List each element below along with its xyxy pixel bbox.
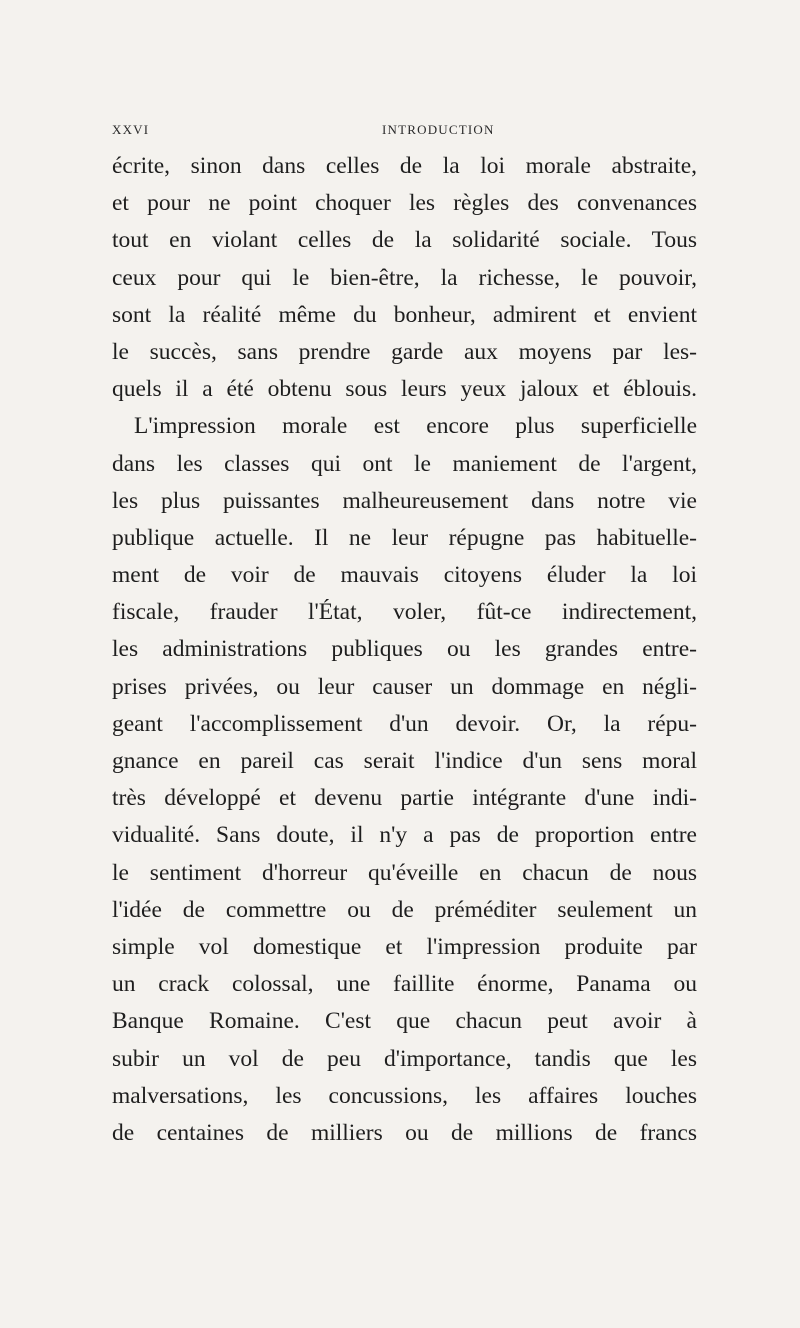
page-number: XXVI [112, 122, 150, 137]
text-line: gnance en pareil cas serait l'indice d'un sens moral [112, 748, 697, 774]
text-line: subir un vol de peu d'importance, tandis que les [112, 1045, 697, 1072]
text-line: dans les classes qui ont le maniement de l'argent, [112, 450, 697, 477]
text-line: Banque Romaine. C'est que chacun peut avoir à [112, 1008, 697, 1035]
text-line: fiscale, frauder l'État, voler, fût-ce indirectement, [112, 599, 697, 626]
text-line: publique actuelle. Il ne leur répugne pas habituelle- [112, 524, 697, 551]
text-line: de centaines de milliers ou de millions de francs [112, 1119, 697, 1146]
text-line: le sentiment d'horreur qu'éveille en chacun de nous [112, 859, 697, 886]
running-title: INTRODUCTION [382, 122, 495, 137]
text-line: écrite, sinon dans celles de la loi morale abstraite, [112, 153, 697, 179]
text-line: l'idée de commettre ou de préméditer seulement un [112, 896, 697, 923]
text-line: les administrations publiques ou les grandes entre- [112, 636, 697, 663]
text-line: très développé et devenu partie intégrante d'une indi- [112, 785, 697, 812]
text-line: ceux pour qui le bien-être, la richesse, le pouvoir, [112, 264, 697, 291]
body-text [112, 148, 697, 1152]
text-line: quels il a été obtenu sous leurs yeux jaloux et éblouis. [112, 376, 697, 403]
text-line: les plus puissantes malheureusement dans notre vie [112, 487, 697, 514]
text-line: simple vol domestique et l'impression produite par [112, 933, 697, 960]
text-line: sont la réalité même du bonheur, admirent et envient [112, 301, 697, 328]
text-line: le succès, sans prendre garde aux moyens par les- [112, 338, 697, 365]
text-line: prises privées, ou leur causer un dommage en négli- [112, 673, 697, 700]
text-line: malversations, les concussions, les affaires louches [112, 1082, 697, 1109]
paragraph-first-line: L'impression morale est encore plus superficielle [134, 413, 697, 440]
text-line: tout en violant celles de la solidarité sociale. Tous [112, 227, 697, 254]
text-line: vidualité. Sans doute, il n'y a pas de proportion entre [112, 822, 697, 849]
running-head [112, 122, 692, 140]
text-line: un crack colossal, une faillite énorme, Panama ou [112, 971, 697, 998]
text-line: geant l'accomplissement d'un devoir. Or, la répu- [112, 710, 697, 737]
text-line: et pour ne point choquer les règles des convenances [112, 190, 697, 217]
text-line: ment de voir de mauvais citoyens éluder la loi [112, 562, 697, 589]
